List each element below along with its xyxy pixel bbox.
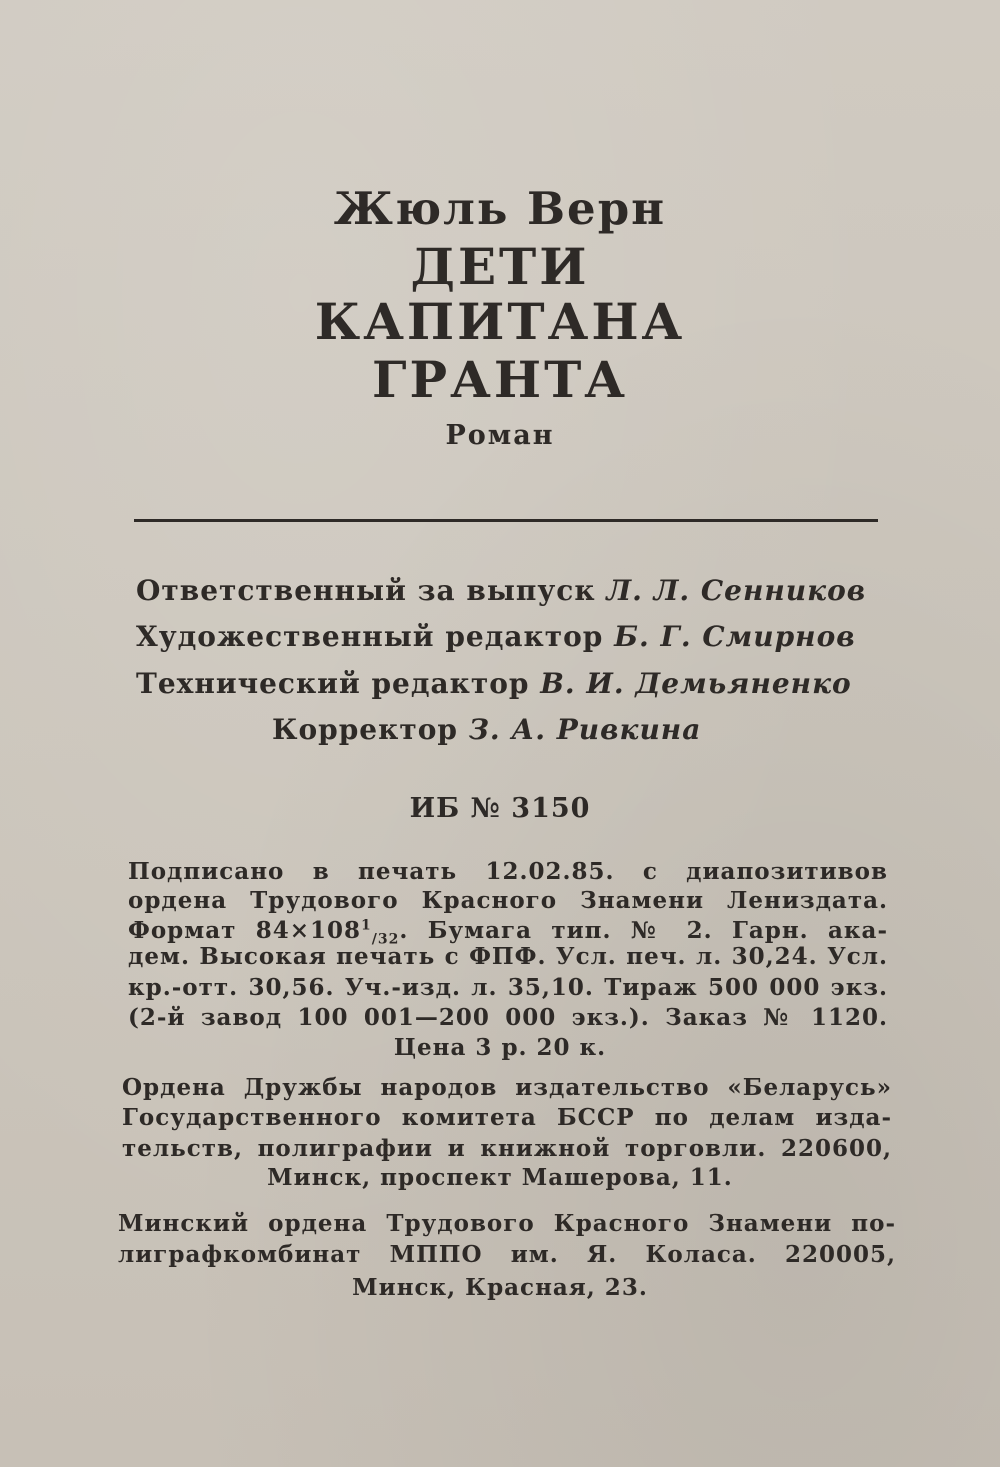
format-sup: 1	[361, 917, 372, 934]
format-suffix: . Бумага тип. № 2. Гарн. ака-	[399, 917, 888, 944]
credit-person: Б. Г. Смирнов	[614, 620, 856, 653]
printer-line-2: лиграфкомбинат МППО им. Я. Коласа. 220005,	[118, 1241, 896, 1268]
credit-role: Корректор	[272, 713, 458, 746]
publisher-line-1: Ордена Дружбы народов издательство «Беларусь»	[122, 1074, 892, 1101]
credit-proofreader	[272, 713, 701, 746]
print-info-line-6: (2-й завод 100 001—200 000 экз.). Заказ № 1120.	[128, 1004, 888, 1031]
format-sub: /32	[371, 931, 400, 948]
horizontal-rule	[134, 519, 878, 522]
credit-tech-editor	[136, 667, 852, 700]
credit-responsible	[136, 574, 866, 607]
price-line: Цена 3 р. 20 к.	[393, 1034, 607, 1061]
print-info-line-2: ордена Трудового Красного Знамени Лениздата.	[128, 887, 888, 914]
publisher-line-4: Минск, проспект Машерова, 11.	[267, 1164, 733, 1191]
print-info-line-4: дем. Высокая печать с ФПФ. Усл. печ. л. 30,24. Усл.	[128, 943, 888, 970]
print-info-line-5: кр.-отт. 30,56. Уч.-изд. л. 35,10. Тираж 500 000 экз.	[128, 974, 888, 1001]
credit-role: Художественный редактор	[136, 620, 604, 653]
format-prefix: Формат 84×108	[128, 917, 362, 944]
author-name: Жюль Верн	[333, 182, 667, 235]
credit-role: Ответственный за выпуск	[136, 574, 596, 607]
printer-line-3: Минск, Красная, 23.	[352, 1274, 648, 1301]
title-line-1: ДЕТИ	[410, 237, 590, 296]
print-info-line-1: Подписано в печать 12.02.85. с диапозитивов	[128, 858, 888, 885]
credit-art-editor	[136, 620, 856, 653]
title-line-3: ГРАНТА	[371, 350, 628, 409]
credit-person: Л. Л. Сенников	[606, 574, 867, 607]
printer-line-1: Минский ордена Трудового Красного Знамени по-	[118, 1210, 896, 1237]
credit-role: Технический редактор	[136, 667, 530, 700]
ib-number: ИБ № 3150	[409, 793, 591, 824]
publisher-line-3: тельств, полиграфии и книжной торговли. 220600,	[122, 1135, 892, 1162]
title-line-2: КАПИТАНА	[314, 292, 686, 351]
publisher-line-2: Государственного комитета БССР по делам изда-	[122, 1104, 892, 1131]
genre-label: Роман	[445, 420, 555, 451]
credit-person: З. А. Ривкина	[468, 713, 702, 746]
credit-person: В. И. Демьяненко	[540, 667, 852, 700]
